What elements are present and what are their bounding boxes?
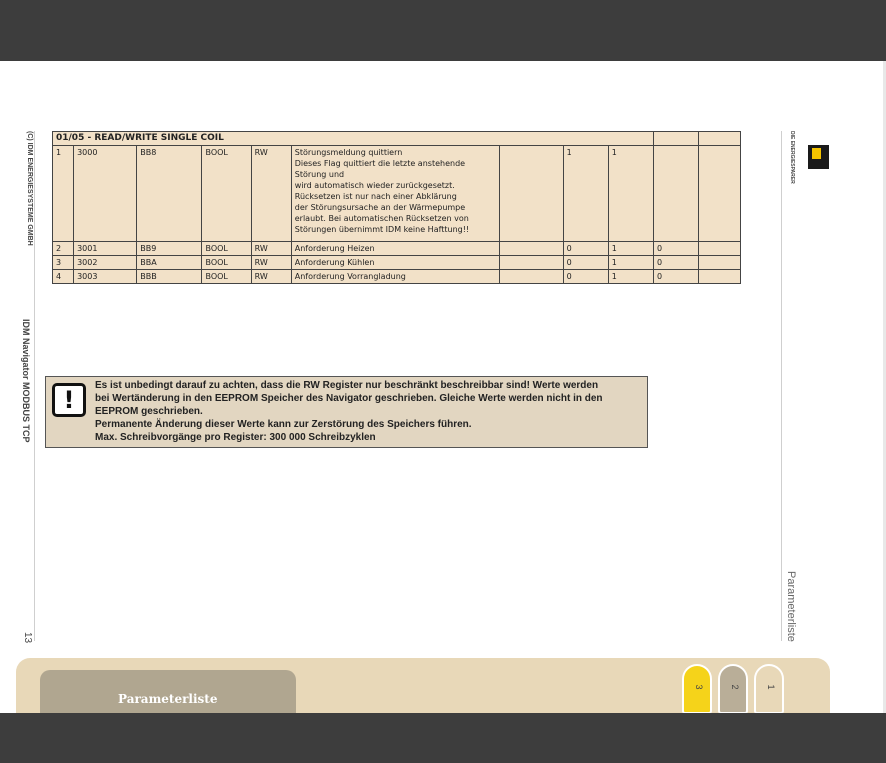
right-divider xyxy=(781,131,782,641)
table-row: 1 3000 BB8 BOOL RW Störungsmeldung quittiern Dieses Flag quittiert die letzte anstehende Störung und wird automatisch wieder zurückgesetzt. Rücksetzen ist nur nach einer Abklärung der Störungsursache an der Wärmepumpe erlaubt. Bei automatischen Rücksetzen von Störungen übernimmt IDM keine Hafttung!! 1 1 xyxy=(53,146,741,242)
viewer-bottom-bar xyxy=(0,713,886,763)
warning-text: Es ist unbedingt darauf zu achten, dass die RW Register nur beschränkt beschreibbar sind! Werte werden bei Wertänderung in den EEPROM Speicher des Navigator geschrieben. Gleiche Werte werden nicht in den EEPROM geschrieben. Permanente Änderung dieser Werte kann zur Zerstörung des Speichers führen. Max. Schreibvorgänge pro Register: 300 000 Schreibzyklen xyxy=(95,380,603,443)
footer-tab-label: Parameterliste xyxy=(118,692,218,706)
page-footer xyxy=(16,658,830,713)
copyright-text: (C) IDM ENERGIESYSTEME GMBH xyxy=(26,131,33,246)
chapter-marker-3: 3 xyxy=(682,664,712,713)
table-header-row xyxy=(53,132,741,146)
brand-text: DIE ENERGIESPARER xyxy=(789,131,795,184)
chapter-marker-1: 1 xyxy=(754,664,784,713)
table-row: 2 3001 BB9 BOOL RW Anforderung Heizen 0 1 0 xyxy=(53,242,741,256)
page-number: 13 xyxy=(22,632,33,644)
chapter-marker-2: 2 xyxy=(718,664,748,713)
warning-icon: ! xyxy=(52,383,86,417)
table-row: 4 3003 BBB BOOL RW Anforderung Vorrangladung 0 1 0 xyxy=(53,270,741,284)
section-label: Parameterliste xyxy=(785,571,797,642)
warning-box xyxy=(45,376,648,448)
left-divider xyxy=(34,131,35,641)
table-row: 3 3002 BBA BOOL RW Anforderung Kühlen 0 1 0 xyxy=(53,256,741,270)
idm-logo xyxy=(808,145,829,169)
doc-title-text: IDM Navigator MODBUS TCP xyxy=(21,319,31,443)
parameter-table xyxy=(52,131,741,284)
document-page xyxy=(0,61,883,713)
row-description: Störungsmeldung quittiern Dieses Flag quittiert die letzte anstehende Störung und wird automatisch wieder zurückgesetzt. Rücksetzen ist nur nach einer Abklärung der Störungsursache an der Wärmepumpe erlaubt. Bei automatischen Rücksetzen von Störungen übernimmt IDM keine Hafttung!! xyxy=(291,146,500,242)
footer-section-tab xyxy=(40,670,296,713)
viewer-top-bar xyxy=(0,0,886,61)
table-title: 01/05 - READ/WRITE SINGLE COIL xyxy=(53,132,654,146)
